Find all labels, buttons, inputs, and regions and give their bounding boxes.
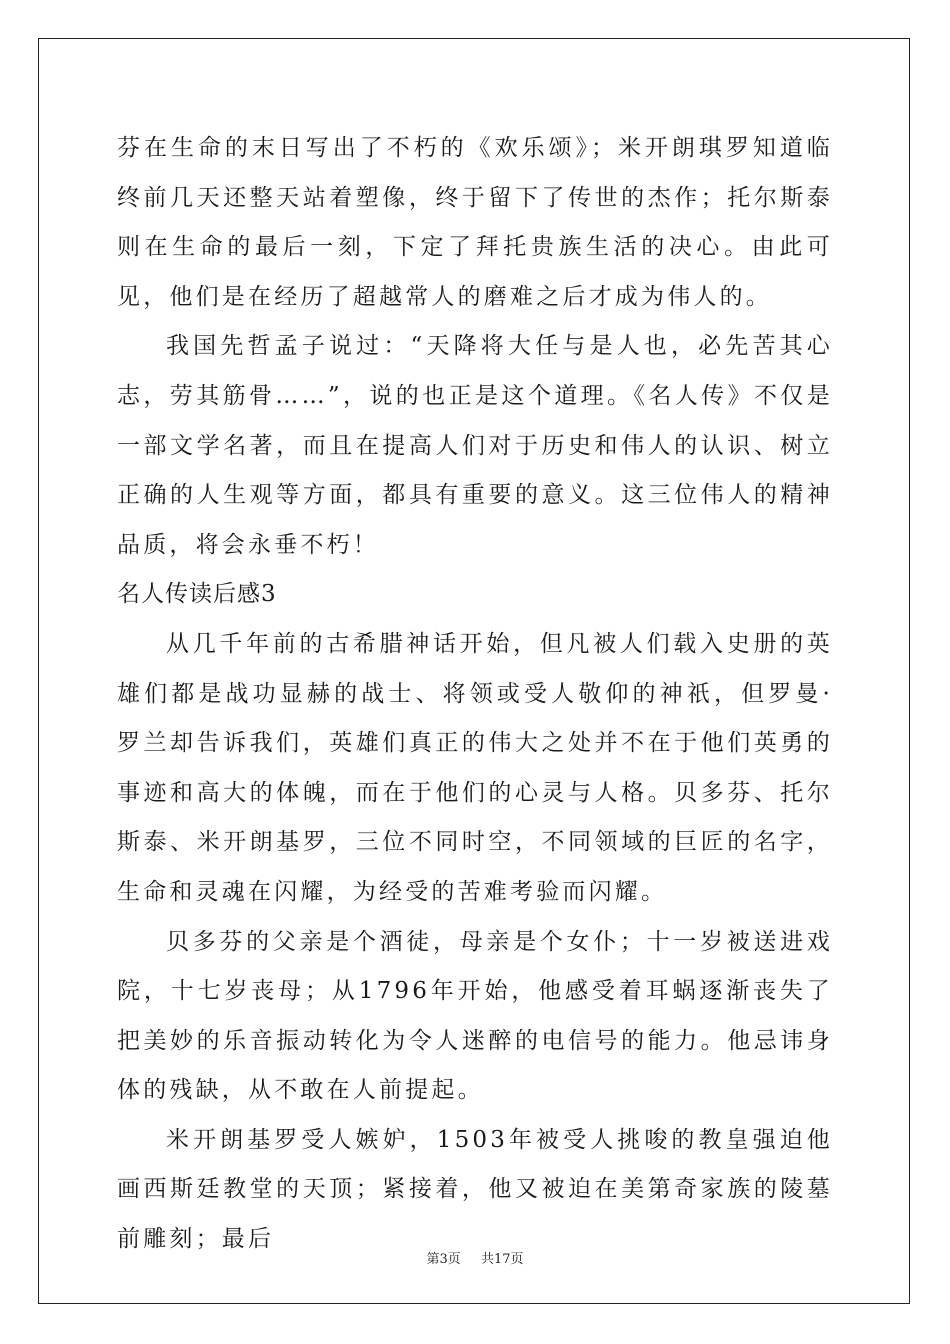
paragraph-continuation: 芬在生命的末日写出了不朽的《欢乐颂》；米开朗琪罗知道临终前几天还整天站着塑像，终于留下了传世的杰作；托尔斯泰则在生命的最后一刻，下定了拜托贵族生活的决心。由此可见，他们是在经历了超越常人的磨难之后才成为伟人的。	[117, 135, 833, 310]
section-heading: 名人传读后感3	[117, 581, 277, 608]
page-footer	[0, 1248, 950, 1267]
paragraph-heroes: 从几千年前的古希腊神话开始，但凡被人们载入史册的英雄们都是战功显赫的战士、将领或受人敬仰的神祇，但罗曼·罗兰却告诉我们，英雄们真正的伟大之处并不在于他们英勇的事迹和高大的体魄，而在于他们的心灵与人格。贝多芬、托尔斯泰、米开朗基罗，三位不同时空，不同领域的巨匠的名字，生命和灵魂在闪耀，为经受的苦难考验而闪耀。	[117, 630, 833, 905]
page-total: 共17页	[480, 1252, 524, 1267]
document-body	[117, 124, 833, 1265]
paragraph-mencius: 我国先哲孟子说过：“天降将大任与是人也，必先苦其心志，劳其筋骨……”，说的也正是这个道理。《名人传》不仅是一部文学名著，而且在提高人们对于历史和伟人的认识、树立正确的人生观等方面，都具有重要的意义。这三位伟人的精神品质，将会永垂不朽！	[117, 333, 833, 558]
paragraph-beethoven: 贝多芬的父亲是个酒徒，母亲是个女仆；十一岁被送进戏院，十七岁丧母；从1796年开始，他感受着耳蜗逐渐丧失了把美妙的乐音振动转化为令人迷醉的电信号的能力。他忌讳身体的残缺，从不敢在人前提起。	[117, 928, 833, 1104]
paragraph-michelangelo: 米开朗基罗受人嫉妒，1503年被受人挑唆的教皇强迫他画西斯廷教堂的天顶；紧接着，他又被迫在美第奇家族的陵墓前雕刻；最后	[117, 1126, 833, 1253]
page-number: 第3页	[426, 1252, 461, 1267]
